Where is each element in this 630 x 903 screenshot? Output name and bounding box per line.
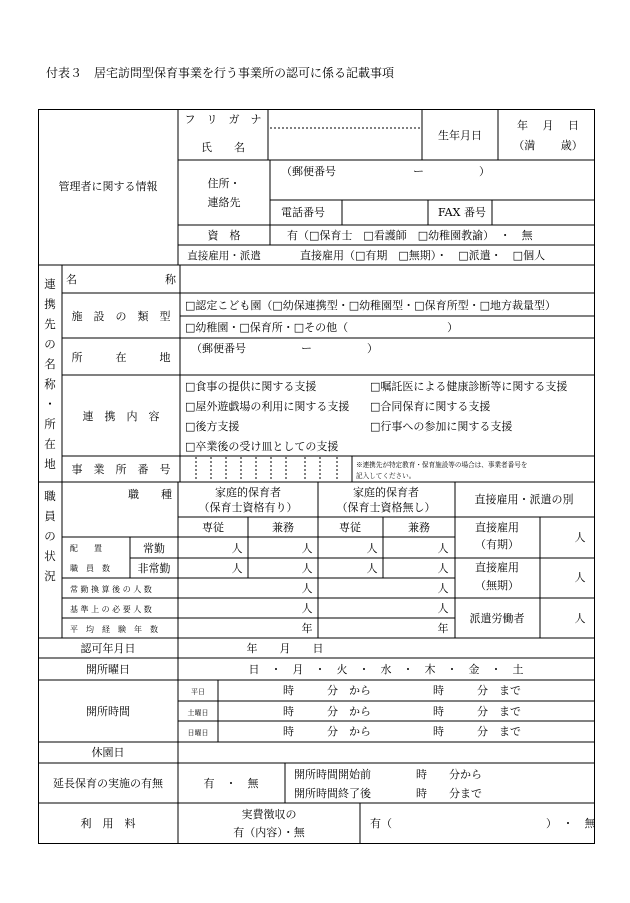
phone-label: 電話番号 <box>281 206 325 219</box>
fee-value: 有（ ） ・ 無 <box>370 817 596 830</box>
staff-count-label-line1: 配 置 <box>70 544 102 553</box>
nonregular-label: 非常勤 <box>137 562 171 575</box>
unit-person: 人 <box>437 602 449 615</box>
saturday-label: 土曜日 <box>187 709 209 717</box>
unit-person: 人 <box>574 531 586 544</box>
employment-options: 直接雇用（□有期 □無期）・ □派遣・ □個人 <box>300 249 546 262</box>
partner-side-char: の <box>44 337 56 351</box>
partner-side-char: 称 <box>44 377 56 391</box>
time-from: 時 分 から <box>283 725 371 738</box>
approval-date-label: 認可年月日 <box>80 642 136 655</box>
extended-after-label: 開所時間終了後 <box>294 787 371 800</box>
time-from: 時 分 から <box>283 705 371 718</box>
staff-side-char: 員 <box>44 509 56 523</box>
unit-person: 人 <box>301 602 313 615</box>
partner-side-char: 先 <box>44 317 56 331</box>
partner-side-char: 地 <box>44 457 56 471</box>
manager-postal-code: （郵便番号 ー ） <box>281 165 490 178</box>
time-to: 時 分 まで <box>433 684 521 697</box>
open-hours-label: 開所時間 <box>86 705 130 718</box>
facility-type-line1: □認定こども園（□幼保連携型・□幼稚園型・□保育所型・□地方裁量型） <box>185 299 556 312</box>
birth-ymd: 年 月 日 <box>517 119 579 132</box>
office-number-note-line2: 記入してください。 <box>356 472 416 480</box>
unit-person: 人 <box>231 542 243 555</box>
partner-side-char: 在 <box>44 437 56 451</box>
unit-person: 人 <box>301 562 313 575</box>
job-category-label: 職 種 <box>128 488 172 501</box>
staff-count-label-line2: 職 員 数 <box>70 564 110 573</box>
staff-side-char: 状 <box>44 549 56 563</box>
parttime-header: 兼務 <box>272 521 294 534</box>
fulltime-header: 専従 <box>339 521 361 534</box>
partner-side-char: 携 <box>44 297 56 311</box>
office-number-label: 事 業 所 番 号 <box>71 463 171 476</box>
address-label-line1: 住所・ <box>207 177 241 190</box>
extended-from: 時 分から <box>416 768 482 781</box>
regular-label: 常勤 <box>143 542 165 555</box>
dispatched-label: 派遣労働者 <box>469 612 525 625</box>
facility-type-label: 施 設 の 類 型 <box>71 310 171 323</box>
birth-age: （満 歳） <box>513 139 583 152</box>
direct-fixed-label-line1: 直接雇用 <box>475 521 519 534</box>
required-count-label: 基 準 上 の 必 要 人 数 <box>70 605 152 614</box>
time-to: 時 分 まで <box>433 705 521 718</box>
manager-section-label: 管理者に関する情報 <box>58 180 158 193</box>
cooperation-item: □合同保育に関する支援 <box>370 400 491 413</box>
partner-side-char: 名 <box>44 357 56 371</box>
cooperation-item: □屋外遊戯場の利用に関する支援 <box>185 400 350 413</box>
holiday-label: 日曜日 <box>187 729 209 737</box>
direct-open-label-line2: （無期） <box>475 579 519 592</box>
extended-care-label: 延長保育の実施の有無 <box>53 777 163 790</box>
partner-side-char: ・ <box>44 397 56 411</box>
weekday-label: 平日 <box>191 688 205 696</box>
employment-label: 直接雇用・派遣 <box>187 250 261 262</box>
partner-side-char: 連 <box>44 277 56 291</box>
col-caregiver-unqualified-line1: 家庭的保育者 <box>353 486 419 499</box>
unit-person: 人 <box>437 562 449 575</box>
unit-year: 年 <box>437 622 449 635</box>
time-to: 時 分 まで <box>433 725 521 738</box>
office-number-note-line1: ※連携先が特定教育・保育施設等の場合は、事業者番号を <box>356 461 528 469</box>
furigana-label: フ リ ガ ナ <box>184 113 262 126</box>
col-employment-type: 直接雇用・派遣の別 <box>474 493 574 506</box>
address-label-line2: 連絡先 <box>207 196 241 209</box>
unit-person: 人 <box>437 582 449 595</box>
fee-actual-line2: 有（内容）・無 <box>233 826 305 839</box>
partner-name-label: 名 称 <box>66 273 176 286</box>
cooperation-item: □後方支援 <box>185 420 240 433</box>
extended-to: 時 分まで <box>416 787 482 800</box>
birth-label: 生年月日 <box>438 129 482 142</box>
extended-care-value: 有 ・ 無 <box>203 777 259 790</box>
unit-person: 人 <box>366 562 378 575</box>
col-caregiver-qualified-line1: 家庭的保育者 <box>215 486 281 499</box>
facility-type-line2: □幼稚園・□保育所・□その他（ ） <box>185 321 459 334</box>
qualification-label: 資 格 <box>207 229 241 242</box>
cooperation-item: □行事への参加に関する支援 <box>370 420 513 433</box>
parttime-header: 兼務 <box>408 521 430 534</box>
approval-date-value: 年 月 日 <box>246 642 324 655</box>
cooperation-item: □食事の提供に関する支援 <box>185 380 317 393</box>
staff-side-char: 職 <box>44 489 56 503</box>
fee-label: 利 用 料 <box>80 817 136 830</box>
name-label: 氏 名 <box>201 141 245 154</box>
partner-side-char: 所 <box>44 417 56 431</box>
office-number-boxes <box>196 457 337 481</box>
cooperation-item: □卒業後の受け皿としての支援 <box>185 440 339 453</box>
fte-label: 常 勤 換 算 後 の 人 数 <box>70 585 152 594</box>
partner-location-label: 所 在 地 <box>71 351 171 364</box>
unit-person: 人 <box>231 562 243 575</box>
unit-person: 人 <box>366 542 378 555</box>
fax-label: FAX 番号 <box>438 206 486 219</box>
closed-days-label: 休園日 <box>91 746 125 759</box>
col-caregiver-qualified-line2: （保育士資格有り） <box>198 501 298 514</box>
partner-postal-code: （郵便番号 ー ） <box>191 342 378 355</box>
direct-fixed-label-line2: （有期） <box>475 538 519 551</box>
unit-person: 人 <box>574 571 586 584</box>
staff-side-char: 況 <box>44 569 56 583</box>
unit-person: 人 <box>574 612 586 625</box>
open-days-label: 開所曜日 <box>86 663 130 676</box>
col-caregiver-unqualified-line2: （保育士資格無し） <box>336 501 436 514</box>
open-days-value: 日 ・ 月 ・ 火 ・ 水 ・ 木 ・ 金 ・ 土 <box>248 663 524 676</box>
staff-side-char: の <box>44 529 56 543</box>
fulltime-header: 専従 <box>202 521 224 534</box>
time-from: 時 分 から <box>283 684 371 697</box>
fee-actual-line1: 実費徴収の <box>241 808 297 821</box>
unit-year: 年 <box>301 622 313 635</box>
unit-person: 人 <box>301 582 313 595</box>
unit-person: 人 <box>437 542 449 555</box>
cooperation-label: 連 携 内 容 <box>82 410 160 423</box>
unit-person: 人 <box>301 542 313 555</box>
qualification-options: 有（□保育士 □看護師 □幼稚園教諭） ・ 無 <box>287 229 533 242</box>
cooperation-item: □嘱託医による健康診断等に関する支援 <box>370 380 568 393</box>
page-title: 付表３ 居宅訪問型保育事業を行う事業所の認可に係る記載事項 <box>46 66 395 80</box>
direct-open-label-line1: 直接雇用 <box>475 561 519 574</box>
avg-experience-label: 平 均 経 験 年 数 <box>70 625 158 634</box>
extended-before-label: 開所時間開始前 <box>294 768 371 781</box>
